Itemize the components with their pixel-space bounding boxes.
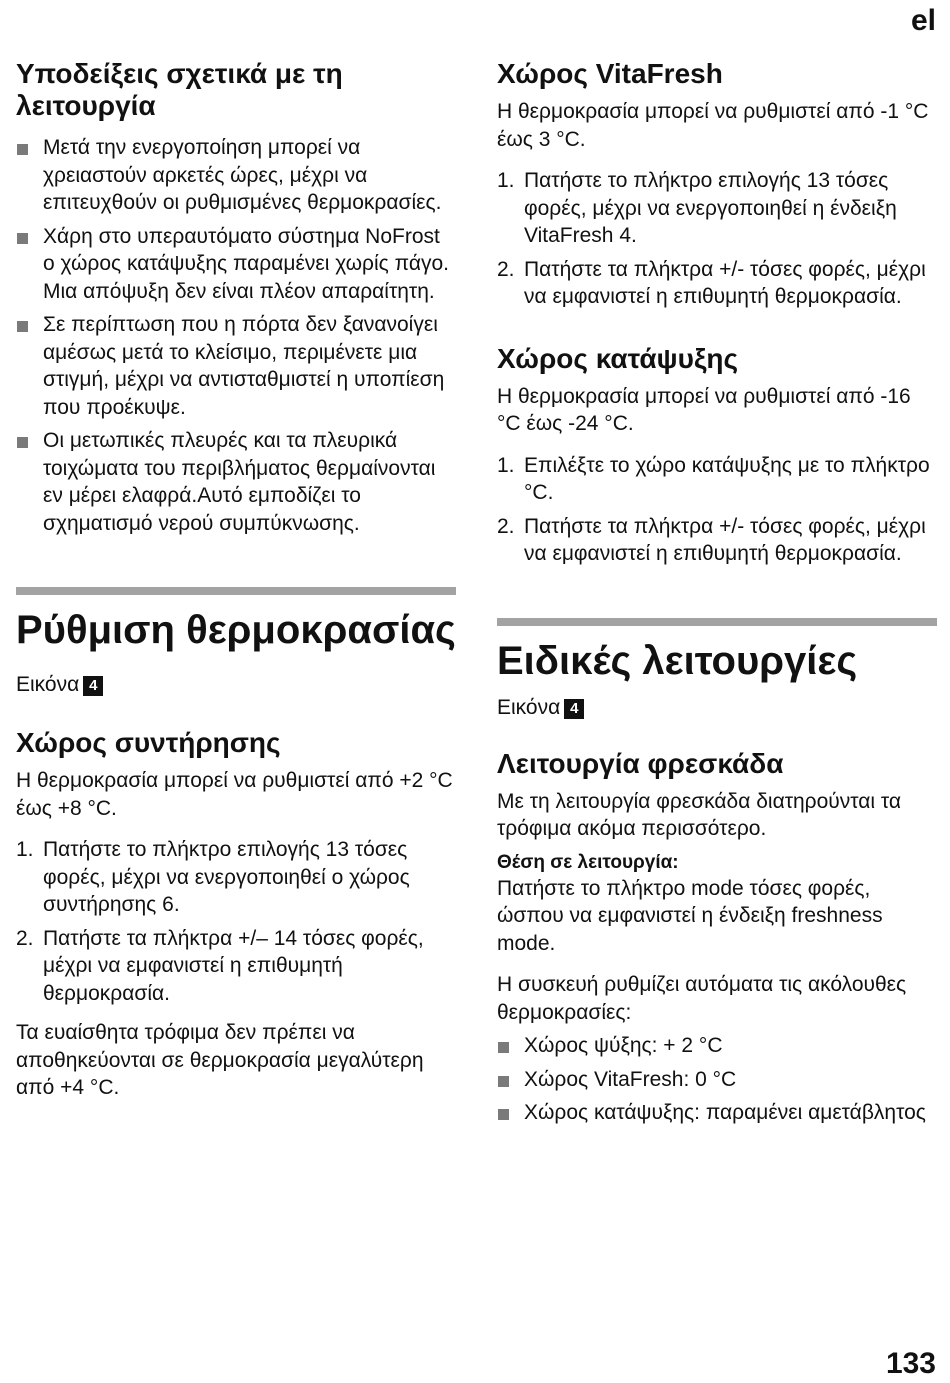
freezer-steps-list: [497, 452, 937, 568]
language-code: el: [910, 4, 936, 37]
list-item: Χάρη στο υπεραυτόματο σύστημα NoFrost ο χώρος κατάψυξης παραμένει χωρίς πάγο. Μια απόψυξη δεν είναι πλέον απαραίτητη.: [16, 223, 456, 306]
section-title-fridge-compartment: Χώρος συντήρησης: [16, 727, 281, 758]
list-item: Χώρος VitaFresh: 0 °C: [497, 1066, 937, 1094]
bullet-square-icon: [17, 321, 28, 332]
section-title-vitafresh: Χώρος VitaFresh: [497, 58, 723, 89]
activation-subheading: Θέση σε λειτουργία:: [497, 851, 679, 873]
list-item: Χώρος κατάψυξης: παραμένει αμετάβλητος: [497, 1099, 937, 1127]
list-item: Μετά την ενεργοποίηση μπορεί να χρειαστούν αρκετές ώρες, μέχρι να επιτευχθούν οι ρυθμισμένες θερμοκρασίες.: [16, 134, 456, 217]
figure-number-badge: 4: [83, 676, 103, 696]
right-column: [497, 0, 937, 1133]
list-item: 2. Πατήστε τα πλήκτρα +/- τόσες φορές, μέχρι να εμφανιστεί η επιθυμητή θερμοκρασία.: [497, 514, 926, 565]
list-item: Οι μετωπικές πλευρές και τα πλευρικά τοιχώματα του περιβλήματος θερμαίνονται εν μέρει ελαφρά.Αυτό εμποδίζει το σχηματισμό νερού συμπύκνωσης.: [16, 427, 456, 537]
list-item: 1. Επιλέξτε το χώρο κατάψυξης με το πλήκτρο °C.: [497, 453, 930, 504]
section-title-operation-notes: Υποδείξεις σχετικά με τη λειτουργία: [16, 58, 343, 121]
bullet-square-icon: [498, 1109, 509, 1120]
bullet-square-icon: [17, 144, 28, 155]
section-divider: [497, 618, 937, 626]
left-column: [16, 0, 456, 1102]
figure-number-badge: 4: [564, 699, 584, 719]
bullet-square-icon: [498, 1042, 509, 1053]
figure-reference: Εικόνα 4: [497, 694, 937, 722]
page-number: 133: [885, 1347, 936, 1380]
list-item: 1. Πατήστε το πλήκτρο επιλογής 13 τόσες φορές, μέχρι να ενεργοποιηθεί η ένδειξη VitaFresh 4.: [497, 169, 897, 247]
figure-reference: Εικόνα 4: [16, 671, 456, 699]
freezer-temperature-range: Η θερμοκρασία μπορεί να ρυθμιστεί από -16 °C έως -24 °C.: [497, 384, 911, 435]
auto-temperatures-list: [497, 1032, 937, 1127]
fridge-storage-note: Τα ευαίσθητα τρόφιμα δεν πρέπει να αποθηκεύονται σε θερμοκρασία μεγαλύτερη από +4 °C.: [16, 1021, 424, 1099]
auto-temperatures-intro: Η συσκευή ρυθμίζει αυτόματα τις ακόλουθες θερμοκρασίες:: [497, 973, 907, 1024]
section-title-freshness-mode: Λειτουργία φρεσκάδα: [497, 747, 784, 779]
list-item: 2. Πατήστε τα πλήκτρα +/– 14 τόσες φορές, μέχρι να εμφανιστεί η επιθυμητή θερμοκρασία.: [16, 926, 424, 1005]
bullet-square-icon: [17, 437, 28, 448]
list-item: Χώρος ψύξης: + 2 °C: [497, 1032, 937, 1060]
list-item: 2. Πατήστε τα πλήκτρα +/- τόσες φορές, μέχρι να εμφανιστεί η επιθυμητή θερμοκρασία.: [497, 257, 926, 308]
bullet-square-icon: [17, 233, 28, 244]
section-divider: [16, 587, 456, 595]
section-title-temperature-setting: Ρύθμιση θερμοκρασίας: [16, 608, 456, 652]
list-item: 1. Πατήστε το πλήκτρο επιλογής 13 τόσες φορές, μέχρι να ενεργοποιηθεί ο χώρος συντήρησης 6.: [16, 838, 410, 916]
section-title-freezer: Χώρος κατάψυξης: [497, 342, 739, 374]
bullet-square-icon: [498, 1076, 509, 1087]
activation-instruction: Πατήστε το πλήκτρο mode τόσες φορές, ώσπου να εμφανιστεί η ένδειξη freshness mode.: [497, 876, 883, 955]
freshness-mode-description: Με τη λειτουργία φρεσκάδα διατηρούνται τα τρόφιμα ακόμα περισσότερο.: [497, 789, 902, 840]
operation-notes-list: [16, 134, 456, 537]
fridge-steps-list: [16, 836, 456, 1007]
section-title-special-functions: Ειδικές λειτουργίες: [497, 638, 858, 683]
vitafresh-temperature-range: Η θερμοκρασία μπορεί να ρυθμιστεί από -1 °C έως 3 °C.: [497, 100, 929, 151]
list-item: Σε περίπτωση που η πόρτα δεν ξανανοίγει αμέσως μετά το κλείσιμο, περιμένετε μια στιγμή, μέχρι να αντισταθμιστεί η υποπίεση που προέκυψε.: [16, 311, 456, 421]
vitafresh-steps-list: [497, 167, 937, 311]
fridge-temperature-range: Η θερμοκρασία μπορεί να ρυθμιστεί από +2 °C έως +8 °C.: [16, 769, 453, 820]
